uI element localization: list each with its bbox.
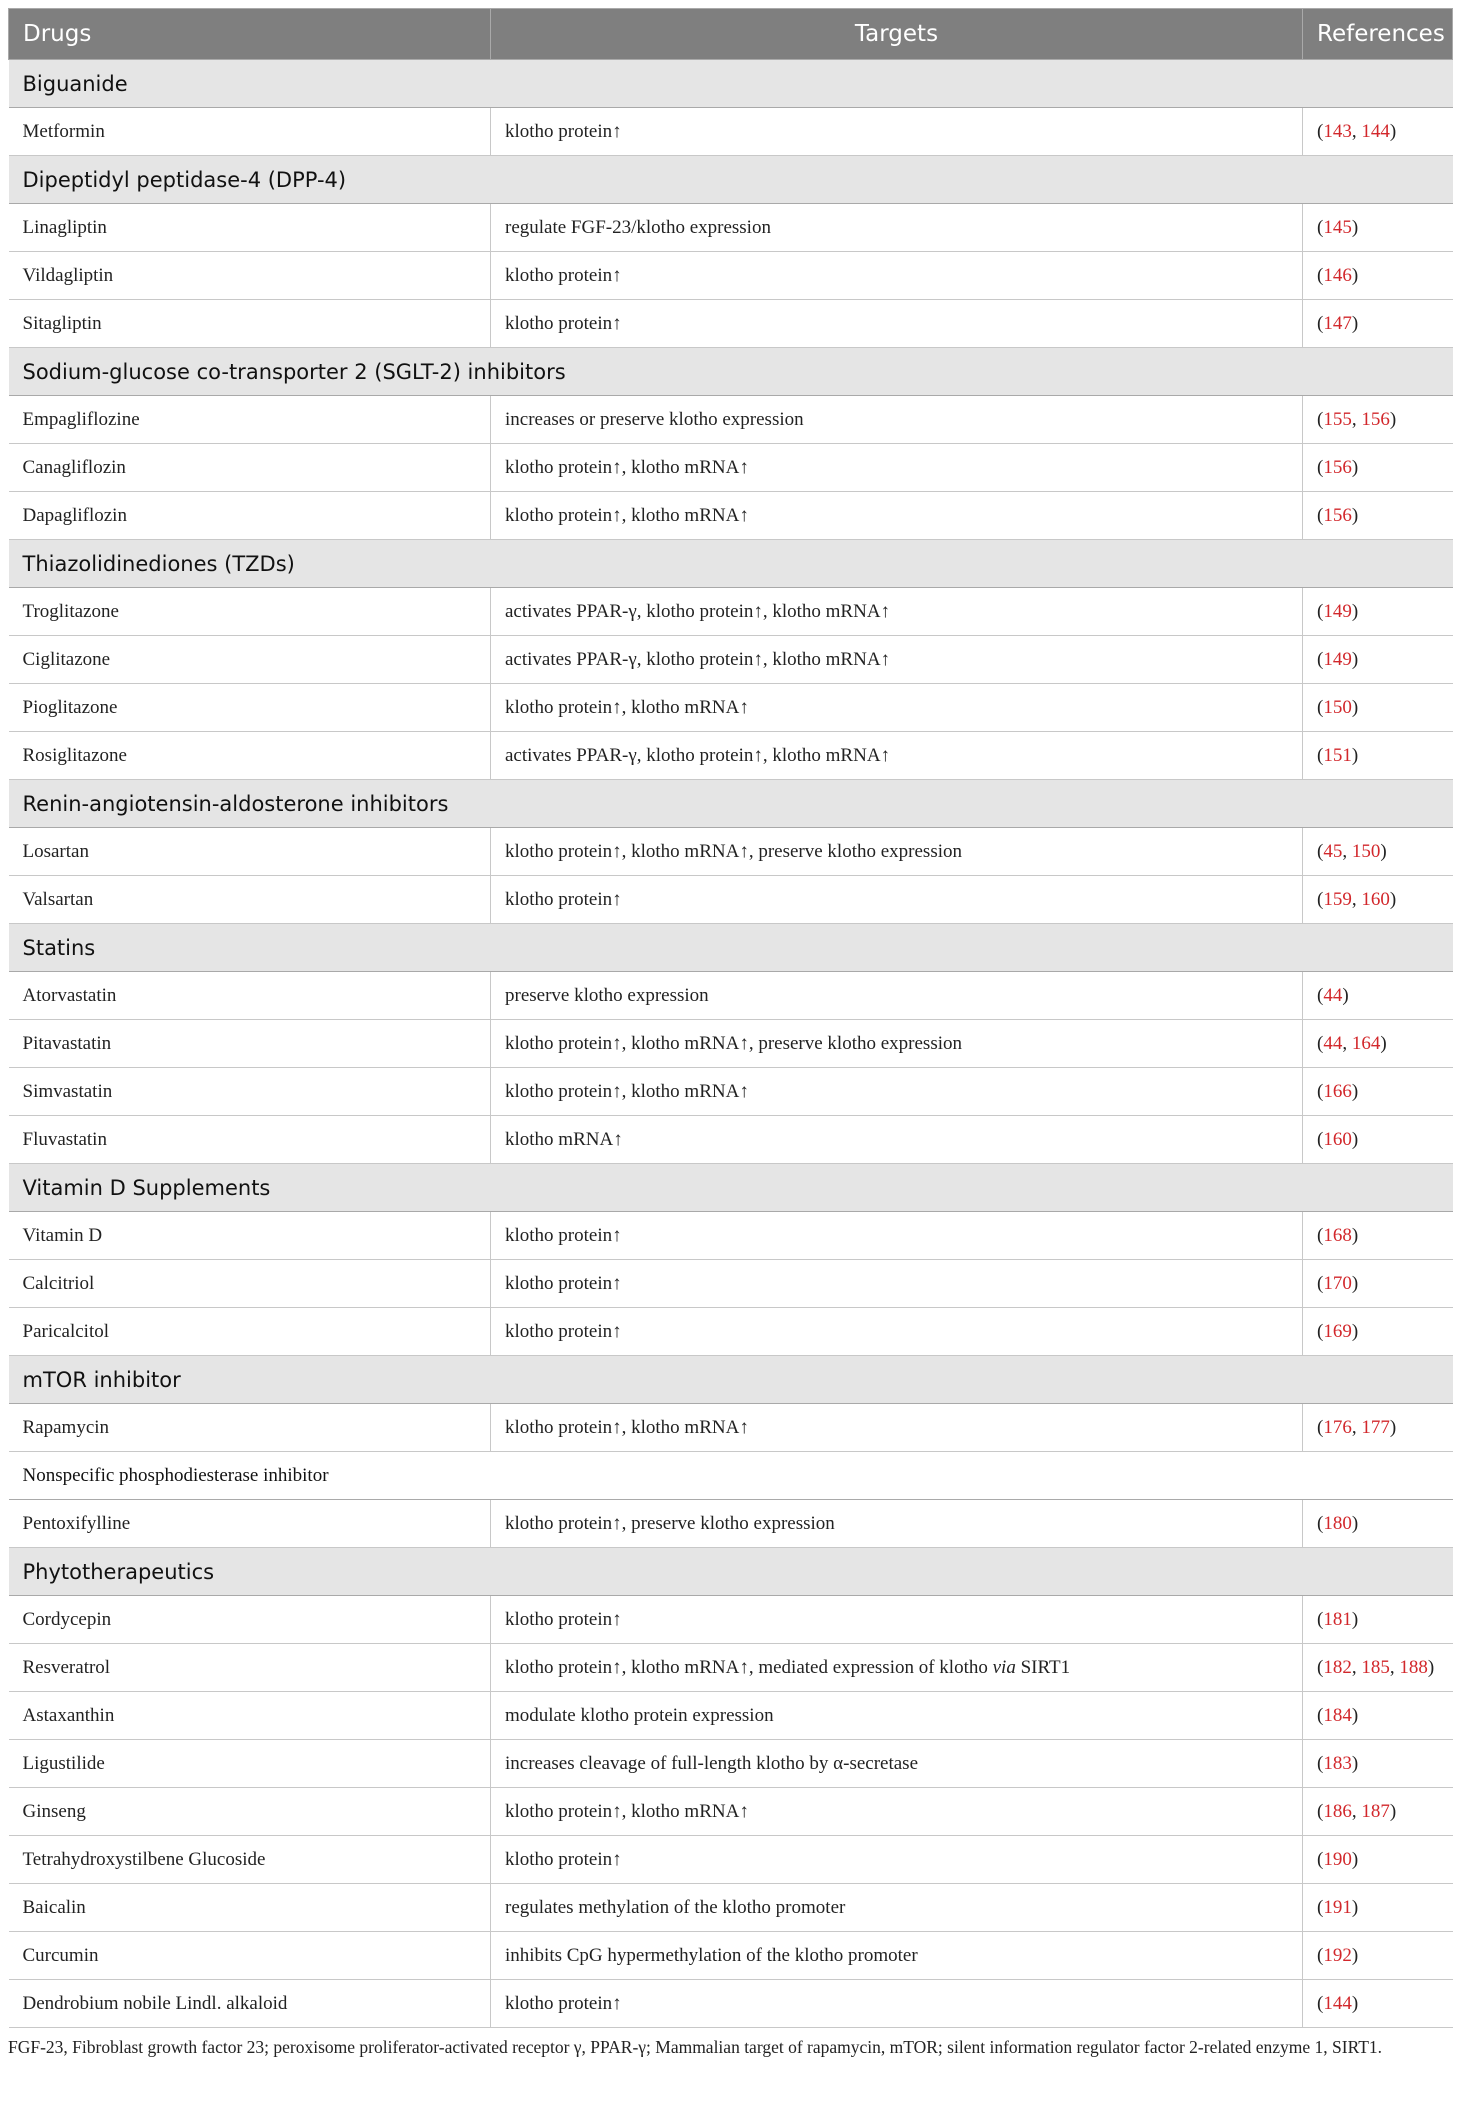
references-cell: (191): [1303, 1884, 1453, 1932]
table-footnote: FGF-23, Fibroblast growth factor 23; peroxisome proliferator-activated receptor γ, PPAR-γ; Mammalian target of rapamycin, mTOR; silent information regulator factor 2-related enzyme 1, SIRT1.: [8, 2037, 1383, 2057]
references-cell: (150): [1303, 684, 1453, 732]
references-cell: (159, 160): [1303, 876, 1453, 924]
category-label: mTOR inhibitor: [9, 1356, 1453, 1404]
table-row: [9, 1836, 1453, 1884]
reference-link[interactable]: 44: [1323, 984, 1343, 1006]
drug-name: Vildagliptin: [9, 252, 491, 300]
reference-link[interactable]: 192: [1323, 1944, 1352, 1966]
drug-target: klotho protein↑: [491, 1836, 1303, 1884]
drug-name: Losartan: [9, 828, 491, 876]
reference-link[interactable]: 156: [1323, 504, 1352, 526]
reference-link[interactable]: 160: [1361, 888, 1390, 910]
drug-name: Dendrobium nobile Lindl. alkaloid: [9, 1980, 491, 2028]
reference-link[interactable]: 186: [1323, 1800, 1352, 1822]
table-row: [9, 972, 1453, 1020]
reference-link[interactable]: 191: [1323, 1896, 1352, 1918]
drug-target: klotho protein↑: [491, 1308, 1303, 1356]
drug-target: klotho protein↑: [491, 252, 1303, 300]
reference-link[interactable]: 190: [1323, 1848, 1352, 1870]
drug-name: Atorvastatin: [9, 972, 491, 1020]
drug-name: Fluvastatin: [9, 1116, 491, 1164]
drug-target: inhibits CpG hypermethylation of the klotho promoter: [491, 1932, 1303, 1980]
drug-name: Rosiglitazone: [9, 732, 491, 780]
category-row: [9, 1548, 1453, 1596]
drug-name: Ligustilide: [9, 1740, 491, 1788]
drug-target: klotho protein↑, klotho mRNA↑, preserve klotho expression: [491, 1020, 1303, 1068]
table-row: [9, 108, 1453, 156]
reference-link[interactable]: 147: [1323, 312, 1352, 334]
reference-link[interactable]: 187: [1361, 1800, 1390, 1822]
category-label: Nonspecific phosphodiesterase inhibitor: [9, 1452, 1453, 1500]
drug-name: Ciglitazone: [9, 636, 491, 684]
drug-name: Troglitazone: [9, 588, 491, 636]
table-row: [9, 1116, 1453, 1164]
references-cell: (145): [1303, 204, 1453, 252]
references-cell: (143, 144): [1303, 108, 1453, 156]
drug-target: activates PPAR-γ, klotho protein↑, klotho mRNA↑: [491, 588, 1303, 636]
drug-target: preserve klotho expression: [491, 972, 1303, 1020]
reference-link[interactable]: 164: [1351, 1032, 1381, 1054]
table-row: [9, 828, 1453, 876]
reference-link[interactable]: 144: [1361, 120, 1390, 142]
drug-target: klotho protein↑, klotho mRNA↑, preserve klotho expression: [491, 828, 1303, 876]
reference-link[interactable]: 181: [1323, 1608, 1352, 1630]
drug-target: activates PPAR-γ, klotho protein↑, klotho mRNA↑: [491, 636, 1303, 684]
category-row: [9, 1164, 1453, 1212]
table-row: [9, 1788, 1453, 1836]
references-cell: (44, 164): [1303, 1020, 1453, 1068]
drug-name: Pentoxifylline: [9, 1500, 491, 1548]
drug-target: klotho protein↑: [491, 1980, 1303, 2028]
drug-targets-table: [8, 8, 1453, 2028]
table-row: [9, 1260, 1453, 1308]
drug-target: klotho protein↑: [491, 1596, 1303, 1644]
drug-name: Pioglitazone: [9, 684, 491, 732]
references-cell: (45, 150): [1303, 828, 1453, 876]
drug-name: Ginseng: [9, 1788, 491, 1836]
reference-link[interactable]: 156: [1323, 456, 1352, 478]
table-row: [9, 300, 1453, 348]
references-cell: (149): [1303, 588, 1453, 636]
reference-link[interactable]: 177: [1361, 1416, 1390, 1438]
references-cell: (168): [1303, 1212, 1453, 1260]
drug-target: klotho protein↑: [491, 108, 1303, 156]
category-row: [9, 1356, 1453, 1404]
table-row: [9, 1884, 1453, 1932]
category-row: [9, 540, 1453, 588]
reference-link[interactable]: 168: [1323, 1224, 1352, 1246]
references-cell: (181): [1303, 1596, 1453, 1644]
category-label: Dipeptidyl peptidase-4 (DPP-4): [9, 156, 1453, 204]
reference-link[interactable]: 146: [1323, 264, 1352, 286]
table-row: [9, 732, 1453, 780]
category-label: Biguanide: [9, 60, 1453, 108]
table-body: [9, 60, 1453, 2028]
drug-name: Sitagliptin: [9, 300, 491, 348]
reference-link[interactable]: 150: [1351, 840, 1381, 862]
drug-target: activates PPAR-γ, klotho protein↑, klotho mRNA↑: [491, 732, 1303, 780]
drug-name: Simvastatin: [9, 1068, 491, 1116]
references-cell: (166): [1303, 1068, 1453, 1116]
category-label: Renin-angiotensin-aldosterone inhibitors: [9, 780, 1453, 828]
reference-link[interactable]: 176: [1323, 1416, 1352, 1438]
reference-link[interactable]: 145: [1323, 216, 1352, 238]
header-drugs: Drugs: [9, 9, 491, 60]
table-row: [9, 1212, 1453, 1260]
table-row: [9, 1404, 1453, 1452]
table-row: [9, 396, 1453, 444]
references-cell: (180): [1303, 1500, 1453, 1548]
drug-target: klotho mRNA↑: [491, 1116, 1303, 1164]
references-cell: (176, 177): [1303, 1404, 1453, 1452]
references-cell: (190): [1303, 1836, 1453, 1884]
drug-target: klotho protein↑: [491, 876, 1303, 924]
table-row: [9, 1740, 1453, 1788]
drug-name: Tetrahydroxystilbene Glucoside: [9, 1836, 491, 1884]
header-references: References: [1303, 9, 1453, 60]
drug-target: modulate klotho protein expression: [491, 1692, 1303, 1740]
table-row: [9, 1596, 1453, 1644]
references-cell: (160): [1303, 1116, 1453, 1164]
references-cell: (183): [1303, 1740, 1453, 1788]
drug-target: klotho protein↑, preserve klotho expression: [491, 1500, 1303, 1548]
table-row: [9, 876, 1453, 924]
table-row: [9, 1692, 1453, 1740]
table-row: [9, 1980, 1453, 2028]
drug-name: Calcitriol: [9, 1260, 491, 1308]
table-row: [9, 1644, 1453, 1692]
drug-name: Metformin: [9, 108, 491, 156]
reference-link[interactable]: 160: [1323, 1128, 1352, 1150]
reference-link[interactable]: 149: [1323, 648, 1352, 670]
table-row: [9, 1068, 1453, 1116]
drug-name: Cordycepin: [9, 1596, 491, 1644]
table-row: [9, 1500, 1453, 1548]
category-label: Phytotherapeutics: [9, 1548, 1453, 1596]
category-row: [9, 924, 1453, 972]
reference-link[interactable]: 166: [1323, 1080, 1352, 1102]
drug-name: Valsartan: [9, 876, 491, 924]
reference-link[interactable]: 151: [1323, 744, 1352, 766]
category-row: [9, 780, 1453, 828]
references-cell: (44): [1303, 972, 1453, 1020]
drug-name: Resveratrol: [9, 1644, 491, 1692]
drug-target: klotho protein↑, klotho mRNA↑, mediated expression of klotho via SIRT1: [491, 1644, 1303, 1692]
table-row: [9, 636, 1453, 684]
reference-link[interactable]: 159: [1323, 888, 1352, 910]
references-cell: (192): [1303, 1932, 1453, 1980]
reference-link[interactable]: 149: [1323, 600, 1352, 622]
drug-target: regulate FGF-23/klotho expression: [491, 204, 1303, 252]
drug-name: Dapagliflozin: [9, 492, 491, 540]
drug-name: Paricalcitol: [9, 1308, 491, 1356]
table-row: [9, 1932, 1453, 1980]
drug-target: klotho protein↑: [491, 1212, 1303, 1260]
references-cell: (169): [1303, 1308, 1453, 1356]
drug-table-container: [8, 8, 1452, 2058]
drug-target: klotho protein↑: [491, 1260, 1303, 1308]
reference-link[interactable]: 183: [1323, 1752, 1352, 1774]
drug-name: Curcumin: [9, 1932, 491, 1980]
reference-link[interactable]: 144: [1323, 1992, 1352, 2014]
reference-link[interactable]: 170: [1323, 1272, 1352, 1294]
references-cell: (186, 187): [1303, 1788, 1453, 1836]
table-row: [9, 204, 1453, 252]
category-label: Sodium-glucose co-transporter 2 (SGLT-2) inhibitors: [9, 348, 1453, 396]
table-row: [9, 492, 1453, 540]
category-row: [9, 156, 1453, 204]
reference-link[interactable]: 143: [1323, 120, 1352, 142]
references-cell: (147): [1303, 300, 1453, 348]
drug-name: Empagliflozine: [9, 396, 491, 444]
references-cell: (151): [1303, 732, 1453, 780]
reference-link[interactable]: 156: [1361, 408, 1390, 430]
drug-target: regulates methylation of the klotho promoter: [491, 1884, 1303, 1932]
drug-target: klotho protein↑, klotho mRNA↑: [491, 492, 1303, 540]
category-row: [9, 348, 1453, 396]
table-row: [9, 1020, 1453, 1068]
drug-target: klotho protein↑, klotho mRNA↑: [491, 684, 1303, 732]
references-cell: (155, 156): [1303, 396, 1453, 444]
reference-link[interactable]: 155: [1323, 408, 1352, 430]
drug-name: Canagliflozin: [9, 444, 491, 492]
reference-link[interactable]: 184: [1323, 1704, 1352, 1726]
drug-target: klotho protein↑, klotho mRNA↑: [491, 1788, 1303, 1836]
table-row: [9, 588, 1453, 636]
category-row: [9, 1452, 1453, 1500]
drug-target: klotho protein↑: [491, 300, 1303, 348]
reference-link[interactable]: 182: [1323, 1656, 1352, 1678]
reference-link[interactable]: 169: [1323, 1320, 1352, 1342]
category-label: Thiazolidinediones (TZDs): [9, 540, 1453, 588]
reference-link[interactable]: 44: [1323, 1032, 1343, 1054]
table-row: [9, 684, 1453, 732]
table-row: [9, 1308, 1453, 1356]
category-label: Statins: [9, 924, 1453, 972]
reference-link[interactable]: 150: [1323, 696, 1352, 718]
drug-name: Rapamycin: [9, 1404, 491, 1452]
references-cell: (182, 185, 188): [1303, 1644, 1453, 1692]
references-cell: (156): [1303, 492, 1453, 540]
drug-target: klotho protein↑, klotho mRNA↑: [491, 1068, 1303, 1116]
references-cell: (184): [1303, 1692, 1453, 1740]
reference-link[interactable]: 45: [1323, 840, 1343, 862]
drug-target: increases cleavage of full-length klotho by α-secretase: [491, 1740, 1303, 1788]
drug-target: klotho protein↑, klotho mRNA↑: [491, 444, 1303, 492]
drug-name: Astaxanthin: [9, 1692, 491, 1740]
reference-link[interactable]: 185: [1361, 1656, 1390, 1678]
references-cell: (149): [1303, 636, 1453, 684]
header-targets: Targets: [491, 9, 1303, 60]
references-cell: (170): [1303, 1260, 1453, 1308]
category-row: [9, 60, 1453, 108]
drug-name: Pitavastatin: [9, 1020, 491, 1068]
drug-name: Baicalin: [9, 1884, 491, 1932]
table-row: [9, 252, 1453, 300]
category-label: Vitamin D Supplements: [9, 1164, 1453, 1212]
drug-name: Vitamin D: [9, 1212, 491, 1260]
references-cell: (156): [1303, 444, 1453, 492]
drug-target: increases or preserve klotho expression: [491, 396, 1303, 444]
table-row: [9, 444, 1453, 492]
drug-target: klotho protein↑, klotho mRNA↑: [491, 1404, 1303, 1452]
references-cell: (144): [1303, 1980, 1453, 2028]
drug-name: Linagliptin: [9, 204, 491, 252]
reference-link[interactable]: 180: [1323, 1512, 1352, 1534]
references-cell: (146): [1303, 252, 1453, 300]
header-row: [9, 9, 1453, 60]
reference-link[interactable]: 188: [1399, 1656, 1428, 1678]
